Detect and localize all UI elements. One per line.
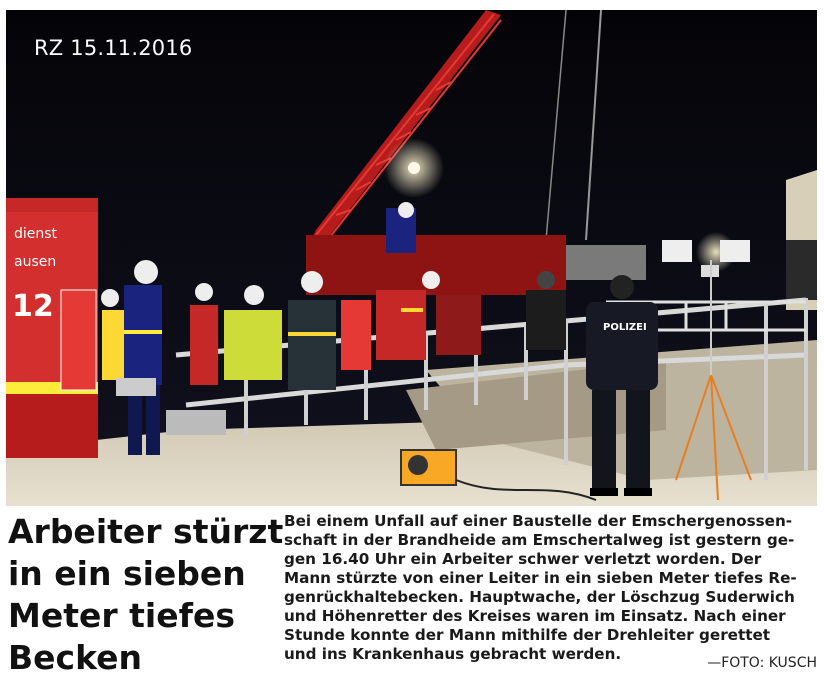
body-line: und ins Krankenhaus gebracht werden. [284,645,622,663]
headline-line: in ein sieben [8,554,246,593]
headline-line: Becken [8,638,143,677]
body-line: schaft in der Brandheide am Emschertalweg ist gestern ge- [284,531,795,549]
body-line: und Höhenretter des Kreises waren im Einsatz. Nach einer [284,607,786,625]
ambulance-text-middle: ausen [14,254,57,270]
police-back-label: POLIZEI [603,322,647,333]
ambulance-text-top: dienst [14,226,58,242]
headline [8,511,284,679]
headline-line: Meter tiefes [8,596,235,635]
article-body [284,512,820,664]
photo-credit: —FOTO: KUSCH [707,655,817,671]
body-line: Stunde konnte der Mann mithilfe der Drehleiter gerettet [284,626,771,644]
headline-line: Arbeiter stürzt [8,512,284,551]
date-stamp: RZ 15.11.2016 [34,36,193,60]
body-line: gen 16.40 Uhr ein Arbeiter schwer verletzt worden. Der [284,550,762,568]
body-line: Bei einem Unfall auf einer Baustelle der Emschergenossen- [284,512,793,530]
body-line: Mann stürzte von einer Leiter in ein sieben Meter tiefes Re- [284,569,797,587]
rescue-scene-illustration [6,10,817,506]
news-photo [6,10,817,506]
ambulance-number: 12 [12,289,54,324]
body-line: genrückhaltebecken. Hauptwache, der Löschzug Suderwich [284,588,795,606]
